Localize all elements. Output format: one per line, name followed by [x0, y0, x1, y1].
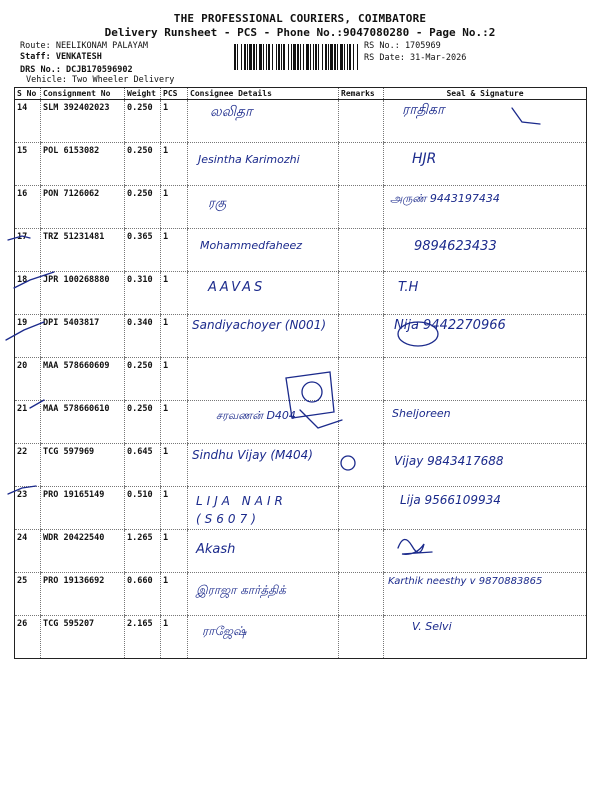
- signature-handwriting: அருண் 9443197434: [390, 192, 500, 205]
- cell-consignment-no: TRZ 51231481: [41, 229, 125, 272]
- cell-consignment-no: JPR 100268880: [41, 272, 125, 315]
- cell-consignment-no: DPI 5403817: [41, 315, 125, 358]
- cell-sno: 25: [15, 573, 41, 616]
- cell-remarks: [339, 573, 384, 616]
- rs-date: RS Date: 31-Mar-2026: [364, 53, 467, 63]
- cell-consignee: [188, 315, 339, 358]
- barcode-bar: [244, 44, 246, 70]
- barcode-bar: [272, 44, 273, 70]
- cell-consignee: [188, 444, 339, 487]
- company-title: THE PROFESSIONAL COURIERS, COIMBATORE: [173, 12, 427, 25]
- col-consignee: Consignee Details: [188, 88, 339, 100]
- cell-sno: 20: [15, 358, 41, 401]
- cell-sno: 24: [15, 530, 41, 573]
- drs-number: DRS No.: DCJB170596902: [20, 65, 133, 75]
- barcode-bar: [313, 44, 314, 70]
- barcode-bar: [344, 44, 345, 70]
- cell-consignee: [188, 186, 339, 229]
- table-row: [15, 573, 587, 616]
- barcode-bar: [318, 44, 319, 70]
- table-row: [15, 100, 587, 143]
- cell-consignment-no: WDR 20422540: [41, 530, 125, 573]
- barcode-bar: [268, 44, 270, 70]
- barcode-bar: [357, 44, 358, 70]
- cell-sno: 15: [15, 143, 41, 186]
- cell-weight: 1.265: [125, 530, 161, 573]
- table-header: [15, 88, 587, 100]
- cell-remarks: [339, 444, 384, 487]
- barcode: [234, 44, 358, 70]
- col-remarks: Remarks: [339, 88, 384, 100]
- consignee-handwriting: லலிதா: [210, 104, 253, 120]
- consignee-handwriting: Sandiyachoyer (N001): [192, 318, 327, 332]
- vehicle-label: Vehicle: Two Wheeler Delivery: [26, 75, 175, 85]
- cell-weight: 0.310: [125, 272, 161, 315]
- barcode-bar: [334, 44, 336, 70]
- signature-handwriting: HJR: [412, 151, 437, 167]
- consignee-handwriting: Jesintha Karimozhi: [198, 153, 300, 166]
- table-row: [15, 272, 587, 315]
- col-consignment: Consignment No: [41, 88, 125, 100]
- barcode-bar: [288, 44, 289, 70]
- cell-consignee: [188, 358, 339, 401]
- col-weight: Weight: [125, 88, 161, 100]
- cell-weight: 0.250: [125, 100, 161, 143]
- cell-sno: 23: [15, 487, 41, 530]
- signature-handwriting: Nija 9442270966: [394, 318, 506, 333]
- signature-handwriting: V. Selvi: [412, 620, 452, 633]
- barcode-bar: [349, 44, 351, 70]
- cell-pcs: 1: [161, 616, 188, 659]
- barcode-bar: [247, 44, 248, 70]
- barcode-bar: [291, 44, 292, 70]
- cell-remarks: [339, 616, 384, 659]
- cell-weight: 0.365: [125, 229, 161, 272]
- cell-sno: 14: [15, 100, 41, 143]
- barcode-bar: [293, 44, 296, 70]
- cell-consignee: [188, 100, 339, 143]
- barcode-bar: [276, 44, 277, 70]
- cell-consignment-no: PON 7126062: [41, 186, 125, 229]
- cell-consignee: [188, 573, 339, 616]
- consignee-handwriting: ரகு: [208, 196, 227, 211]
- cell-seal-signature: [384, 444, 587, 487]
- signature-handwriting: ராதிகா: [402, 102, 445, 118]
- cell-remarks: [339, 229, 384, 272]
- cell-consignee: [188, 616, 339, 659]
- runsheet-subtitle: Delivery Runsheet - PCS - Phone No.:9047080280 - Page No.:2: [104, 26, 496, 39]
- table-row: [15, 315, 587, 358]
- cell-weight: 0.250: [125, 401, 161, 444]
- barcode-bar: [266, 44, 267, 70]
- cell-sno: 22: [15, 444, 41, 487]
- cell-pcs: 1: [161, 186, 188, 229]
- table-row: [15, 358, 587, 401]
- cell-consignee: [188, 401, 339, 444]
- cell-weight: 0.510: [125, 487, 161, 530]
- cell-consignee: [188, 487, 339, 530]
- cell-consignee: [188, 272, 339, 315]
- table-row: [15, 186, 587, 229]
- barcode-bar: [241, 44, 242, 70]
- cell-pcs: 1: [161, 401, 188, 444]
- consignee-handwriting: Akash: [196, 542, 236, 557]
- cell-consignment-no: TCG 597969: [41, 444, 125, 487]
- cell-pcs: 1: [161, 358, 188, 401]
- table-row: [15, 616, 587, 659]
- table-row: [15, 487, 587, 530]
- cell-weight: 0.250: [125, 186, 161, 229]
- cell-seal-signature: [384, 229, 587, 272]
- cell-seal-signature: [384, 616, 587, 659]
- consignee-handwriting: இராஜா கார்த்திக்: [196, 583, 286, 597]
- cell-pcs: 1: [161, 530, 188, 573]
- signature-handwriting: 9894623433: [414, 239, 497, 254]
- cell-pcs: 1: [161, 229, 188, 272]
- barcode-bar: [300, 44, 301, 70]
- cell-consignment-no: PRO 19136692: [41, 573, 125, 616]
- barcode-bar: [281, 44, 282, 70]
- barcode-bar: [310, 44, 311, 70]
- barcode-bar: [340, 44, 343, 70]
- cell-seal-signature: [384, 487, 587, 530]
- consignee-handwriting: LIJA NAIR (S607): [196, 494, 287, 526]
- cell-remarks: [339, 272, 384, 315]
- cell-weight: 0.340: [125, 315, 161, 358]
- consignee-handwriting: AAVAS: [208, 280, 266, 295]
- table-row: [15, 530, 587, 573]
- consignee-handwriting: சரவணன் D404: [216, 409, 296, 422]
- cell-seal-signature: [384, 315, 587, 358]
- barcode-bar: [278, 44, 280, 70]
- cell-remarks: [339, 530, 384, 573]
- cell-seal-signature: [384, 272, 587, 315]
- barcode-bar: [306, 44, 309, 70]
- cell-sno: 17: [15, 229, 41, 272]
- consignee-handwriting: Mohammedfaheez: [200, 239, 303, 252]
- barcode-bar: [328, 44, 329, 70]
- cell-pcs: 1: [161, 315, 188, 358]
- cell-pcs: 1: [161, 444, 188, 487]
- barcode-bar: [347, 44, 348, 70]
- table-row: [15, 143, 587, 186]
- barcode-bar: [315, 44, 317, 70]
- signature-handwriting: Lija 9566109934: [400, 493, 501, 507]
- consignee-handwriting: ராஜேஷ்: [202, 624, 247, 638]
- cell-remarks: [339, 315, 384, 358]
- cell-seal-signature: [384, 143, 587, 186]
- barcode-bar: [353, 44, 354, 70]
- signature-handwriting: Vijay 9843417688: [394, 454, 504, 468]
- cell-consignment-no: POL 6153082: [41, 143, 125, 186]
- cell-seal-signature: [384, 401, 587, 444]
- barcode-bar: [325, 44, 327, 70]
- barcode-bar: [234, 44, 236, 70]
- cell-pcs: 1: [161, 143, 188, 186]
- cell-pcs: 1: [161, 573, 188, 616]
- barcode-bar: [249, 44, 252, 70]
- cell-sno: 19: [15, 315, 41, 358]
- table-row: [15, 229, 587, 272]
- signature-handwriting: Sheljoreen: [392, 407, 451, 420]
- runsheet-table: [14, 87, 587, 659]
- rs-number: RS No.: 1705969: [364, 41, 441, 51]
- cell-seal-signature: [384, 358, 587, 401]
- barcode-bar: [297, 44, 299, 70]
- barcode-bar: [253, 44, 255, 70]
- cell-weight: 0.250: [125, 358, 161, 401]
- cell-remarks: [339, 358, 384, 401]
- cell-sno: 21: [15, 401, 41, 444]
- signature-handwriting: T.H: [398, 280, 419, 295]
- cell-remarks: [339, 487, 384, 530]
- barcode-bar: [263, 44, 264, 70]
- cell-sno: 18: [15, 272, 41, 315]
- barcode-bar: [259, 44, 262, 70]
- barcode-bar: [256, 44, 257, 70]
- cell-consignee: [188, 530, 339, 573]
- cell-seal-signature: [384, 530, 587, 573]
- cell-weight: 0.645: [125, 444, 161, 487]
- signature-handwriting: Karthik neesthy v 9870883865: [388, 576, 543, 587]
- barcode-bar: [303, 44, 304, 70]
- col-seal-signature: Seal & Signature: [384, 88, 587, 100]
- cell-consignment-no: TCG 595207: [41, 616, 125, 659]
- cell-weight: 2.165: [125, 616, 161, 659]
- cell-seal-signature: [384, 573, 587, 616]
- cell-consignment-no: MAA 578660609: [41, 358, 125, 401]
- cell-weight: 0.250: [125, 143, 161, 186]
- cell-remarks: [339, 100, 384, 143]
- cell-consignment-no: PRO 19165149: [41, 487, 125, 530]
- cell-sno: 26: [15, 616, 41, 659]
- col-pcs: PCS: [161, 88, 188, 100]
- barcode-bar: [330, 44, 333, 70]
- cell-pcs: 1: [161, 272, 188, 315]
- cell-consignee: [188, 143, 339, 186]
- table-row: [15, 401, 587, 444]
- barcode-bar: [283, 44, 285, 70]
- cell-consignment-no: MAA 578660610: [41, 401, 125, 444]
- cell-remarks: [339, 143, 384, 186]
- cell-remarks: [339, 186, 384, 229]
- route-label: Route: NEELIKONAM PALAYAM: [20, 41, 148, 51]
- cell-remarks: [339, 401, 384, 444]
- cell-seal-signature: [384, 186, 587, 229]
- barcode-bar: [337, 44, 338, 70]
- staff-label: Staff: VENKATESH: [20, 52, 102, 62]
- barcode-bar: [237, 44, 238, 70]
- cell-consignee: [188, 229, 339, 272]
- cell-consignment-no: SLM 392402023: [41, 100, 125, 143]
- table-row: [15, 444, 587, 487]
- cell-seal-signature: [384, 100, 587, 143]
- cell-weight: 0.660: [125, 573, 161, 616]
- cell-pcs: 1: [161, 487, 188, 530]
- barcode-bar: [322, 44, 323, 70]
- col-sno: S No: [15, 88, 41, 100]
- cell-pcs: 1: [161, 100, 188, 143]
- cell-sno: 16: [15, 186, 41, 229]
- consignee-handwriting: Sindhu Vijay (M404): [192, 448, 313, 462]
